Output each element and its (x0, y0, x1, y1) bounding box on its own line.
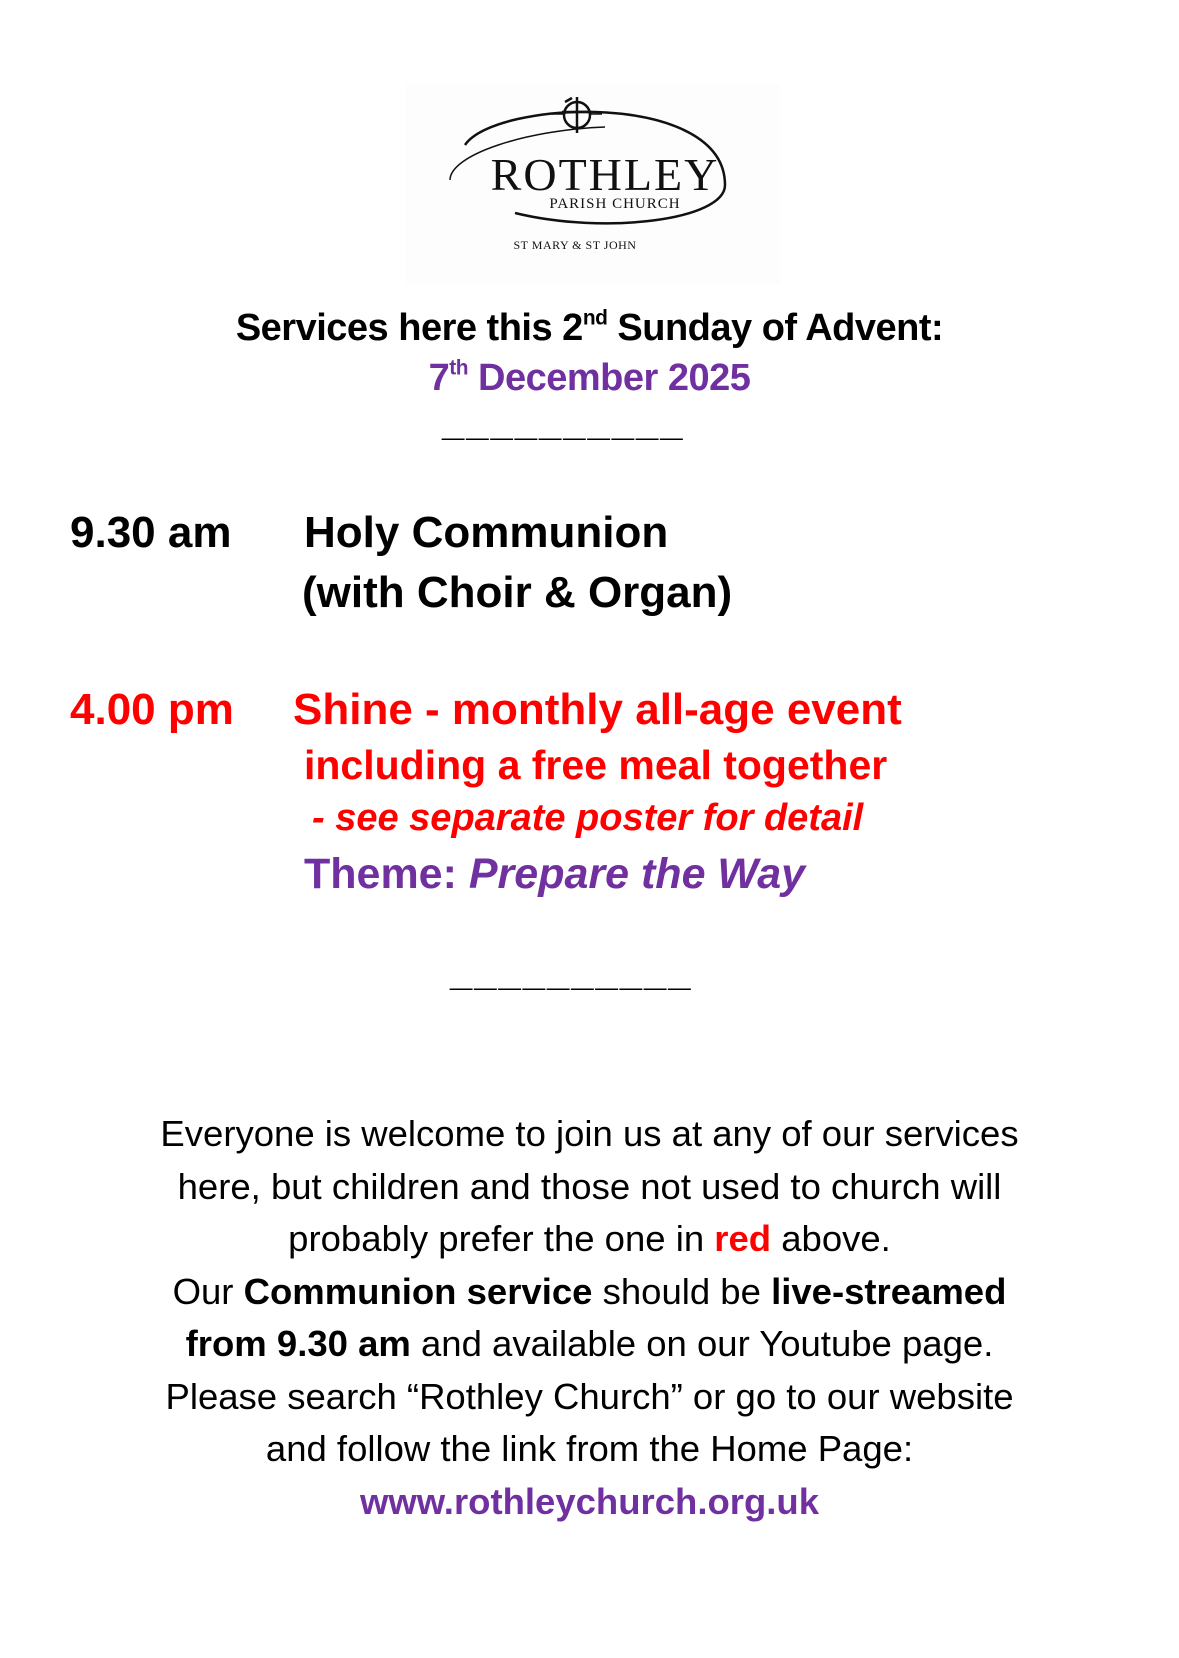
heading-suffix: Sunday of Advent: (607, 307, 944, 349)
welcome-line-3a: probably prefer the one in (288, 1218, 715, 1259)
welcome-line-4 (40, 1266, 1139, 1319)
date-ordinal: th (449, 356, 468, 380)
service-line2-2: including a free meal together (304, 742, 888, 788)
live-streamed-bold: live-streamed (771, 1270, 1007, 1312)
service-date (0, 357, 1179, 400)
welcome-line-2: here, but children and those not used to church will (177, 1165, 1002, 1207)
welcome-line-7: and follow the link from the Home Page: (265, 1428, 914, 1469)
welcome-line-3 (40, 1213, 1139, 1266)
page-heading (0, 307, 1179, 350)
service-subtitle-1: (with Choir & Organ) (302, 568, 733, 617)
stream-time-bold: from 9.30 am (185, 1323, 411, 1364)
logo-subtitle: PARISH CHURCH (549, 196, 681, 212)
welcome-line-3b: above. (771, 1218, 891, 1259)
theme-value: Prepare the Way (468, 850, 806, 898)
theme-label: Theme: (304, 850, 469, 898)
welcome-line-6: Please search “Rothley Church” or go to our website (165, 1375, 1014, 1417)
welcome-line-4a: Our (172, 1270, 244, 1312)
welcome-line-4b: should be (592, 1270, 772, 1312)
service-theme-2 (304, 850, 805, 899)
website-link[interactable]: www.rothleychurch.org.uk (359, 1480, 819, 1522)
church-logo (405, 85, 780, 285)
divider-top: __________ (442, 400, 685, 444)
service-time-1: 9.30 am (70, 508, 232, 557)
service-time-2: 4.00 pm (70, 685, 234, 734)
service-title-1: Holy Communion (304, 508, 669, 557)
welcome-line-5 (40, 1318, 1139, 1371)
logo-tagline: ST MARY & ST JOHN (513, 238, 637, 252)
welcome-line-5b: and available on our Youtube page. (410, 1323, 994, 1364)
red-word: red (714, 1218, 772, 1259)
communion-service-bold: Communion service (243, 1270, 593, 1312)
logo-name: ROTHLEY (490, 149, 720, 200)
service-note-2: - see separate poster for detail (312, 797, 864, 839)
welcome-line-1: Everyone is welcome to join us at any of our services (160, 1113, 1019, 1154)
welcome-text (40, 1108, 1139, 1528)
date-day: 7 (428, 357, 450, 399)
divider-bottom: __________ (450, 950, 693, 994)
heading-prefix: Services here this 2 (235, 307, 583, 349)
service-title-2: Shine - monthly all-age event (293, 685, 902, 734)
date-rest: December 2025 (467, 357, 751, 399)
heading-ordinal: nd (582, 306, 608, 330)
